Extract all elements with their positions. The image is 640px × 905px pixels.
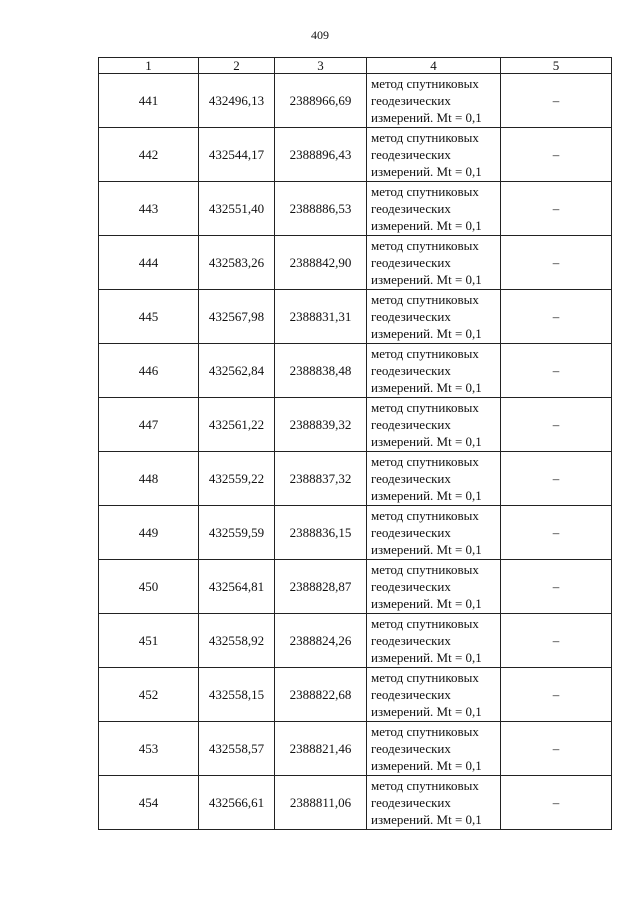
method-cell <box>367 614 501 668</box>
method-line: геодезических <box>371 525 451 540</box>
method-line: метод спутниковых <box>371 454 479 469</box>
note-cell <box>501 722 612 776</box>
header-col-4: 4 <box>367 58 501 74</box>
header-row <box>99 58 612 74</box>
method-line: измерений. Mt = 0,1 <box>371 488 482 503</box>
note-dash: – <box>552 92 560 108</box>
method-line: геодезических <box>371 633 451 648</box>
coordinate-x: 432551,40 <box>199 182 275 236</box>
table-row <box>99 614 612 668</box>
method-line: метод спутниковых <box>371 238 479 253</box>
method-line: измерений. Mt = 0,1 <box>371 164 482 179</box>
method-line: измерений. Mt = 0,1 <box>371 650 482 665</box>
table-row <box>99 560 612 614</box>
table-row <box>99 776 612 830</box>
note-cell <box>501 506 612 560</box>
method-line: измерений. Mt = 0,1 <box>371 758 482 773</box>
page-number: 409 <box>311 28 329 42</box>
coordinate-y: 2388836,15 <box>275 506 367 560</box>
note-dash: – <box>552 470 560 486</box>
table-header <box>99 58 612 74</box>
table-row <box>99 290 612 344</box>
point-number: 446 <box>99 344 199 398</box>
method-cell <box>367 722 501 776</box>
method-line: геодезических <box>371 741 451 756</box>
method-cell <box>367 182 501 236</box>
method-line: геодезических <box>371 255 451 270</box>
point-number: 452 <box>99 668 199 722</box>
note-cell <box>501 290 612 344</box>
coordinate-x: 432566,61 <box>199 776 275 830</box>
method-line: метод спутниковых <box>371 670 479 685</box>
note-dash: – <box>552 794 560 810</box>
note-cell <box>501 776 612 830</box>
table-row <box>99 182 612 236</box>
note-cell <box>501 182 612 236</box>
note-cell <box>501 74 612 128</box>
coordinate-x: 432561,22 <box>199 398 275 452</box>
header-col-2: 2 <box>199 58 275 74</box>
table-row <box>99 236 612 290</box>
method-line: геодезических <box>371 471 451 486</box>
method-line: измерений. Mt = 0,1 <box>371 326 482 341</box>
note-cell <box>501 344 612 398</box>
header-col-5: 5 <box>501 58 612 74</box>
method-line: метод спутниковых <box>371 184 479 199</box>
method-line: измерений. Mt = 0,1 <box>371 704 482 719</box>
method-line: геодезических <box>371 417 451 432</box>
coordinate-y: 2388842,90 <box>275 236 367 290</box>
coordinate-x: 432559,59 <box>199 506 275 560</box>
coordinate-y: 2388837,32 <box>275 452 367 506</box>
method-line: измерений. Mt = 0,1 <box>371 596 482 611</box>
note-dash: – <box>552 308 560 324</box>
note-dash: – <box>552 254 560 270</box>
method-line: геодезических <box>371 93 451 108</box>
method-line: измерений. Mt = 0,1 <box>371 380 482 395</box>
method-line: измерений. Mt = 0,1 <box>371 542 482 557</box>
method-line: геодезических <box>371 579 451 594</box>
method-cell <box>367 290 501 344</box>
coordinates-table <box>98 57 612 830</box>
coordinate-y: 2388824,26 <box>275 614 367 668</box>
method-cell <box>367 560 501 614</box>
note-cell <box>501 614 612 668</box>
point-number: 445 <box>99 290 199 344</box>
coordinate-x: 432559,22 <box>199 452 275 506</box>
method-line: измерений. Mt = 0,1 <box>371 272 482 287</box>
point-number: 441 <box>99 74 199 128</box>
method-line: измерений. Mt = 0,1 <box>371 434 482 449</box>
coordinate-y: 2388822,68 <box>275 668 367 722</box>
method-cell <box>367 452 501 506</box>
method-line: метод спутниковых <box>371 76 479 91</box>
method-line: геодезических <box>371 687 451 702</box>
coordinate-y: 2388811,06 <box>275 776 367 830</box>
method-line: измерений. Mt = 0,1 <box>371 218 482 233</box>
point-number: 451 <box>99 614 199 668</box>
method-line: метод спутниковых <box>371 292 479 307</box>
header-col-3: 3 <box>275 58 367 74</box>
method-line: геодезических <box>371 201 451 216</box>
note-dash: – <box>552 416 560 432</box>
method-line: метод спутниковых <box>371 778 479 793</box>
coordinate-x: 432567,98 <box>199 290 275 344</box>
coordinate-x: 432583,26 <box>199 236 275 290</box>
note-cell <box>501 236 612 290</box>
method-line: метод спутниковых <box>371 130 479 145</box>
coordinate-x: 432558,15 <box>199 668 275 722</box>
coordinate-y: 2388831,31 <box>275 290 367 344</box>
table-row <box>99 344 612 398</box>
point-number: 442 <box>99 128 199 182</box>
method-line: метод спутниковых <box>371 562 479 577</box>
coordinate-y: 2388839,32 <box>275 398 367 452</box>
note-cell <box>501 668 612 722</box>
point-number: 443 <box>99 182 199 236</box>
coordinate-x: 432544,17 <box>199 128 275 182</box>
method-line: метод спутниковых <box>371 724 479 739</box>
method-line: метод спутниковых <box>371 616 479 631</box>
method-line: геодезических <box>371 363 451 378</box>
method-cell <box>367 344 501 398</box>
method-cell <box>367 668 501 722</box>
note-dash: – <box>552 632 560 648</box>
note-dash: – <box>552 740 560 756</box>
coordinate-x: 432564,81 <box>199 560 275 614</box>
method-line: геодезических <box>371 309 451 324</box>
coordinate-y: 2388886,53 <box>275 182 367 236</box>
note-dash: – <box>552 578 560 594</box>
table-row <box>99 452 612 506</box>
point-number: 449 <box>99 506 199 560</box>
table-row <box>99 722 612 776</box>
method-cell <box>367 74 501 128</box>
point-number: 454 <box>99 776 199 830</box>
coordinate-x: 432558,57 <box>199 722 275 776</box>
method-cell <box>367 506 501 560</box>
table-body <box>99 74 612 830</box>
method-line: метод спутниковых <box>371 400 479 415</box>
method-line: геодезических <box>371 795 451 810</box>
method-cell <box>367 128 501 182</box>
note-cell <box>501 560 612 614</box>
point-number: 448 <box>99 452 199 506</box>
point-number: 444 <box>99 236 199 290</box>
method-line: геодезических <box>371 147 451 162</box>
coordinate-y: 2388896,43 <box>275 128 367 182</box>
method-line: измерений. Mt = 0,1 <box>371 110 482 125</box>
note-dash: – <box>552 200 560 216</box>
coordinate-y: 2388828,87 <box>275 560 367 614</box>
coordinate-y: 2388838,48 <box>275 344 367 398</box>
table-row <box>99 74 612 128</box>
note-dash: – <box>552 686 560 702</box>
table-row <box>99 128 612 182</box>
note-dash: – <box>552 362 560 378</box>
point-number: 450 <box>99 560 199 614</box>
table-row <box>99 668 612 722</box>
method-line: метод спутниковых <box>371 508 479 523</box>
method-line: измерений. Mt = 0,1 <box>371 812 482 827</box>
method-line: метод спутниковых <box>371 346 479 361</box>
coordinate-x: 432558,92 <box>199 614 275 668</box>
note-cell <box>501 128 612 182</box>
note-dash: – <box>552 146 560 162</box>
coordinate-x: 432562,84 <box>199 344 275 398</box>
note-dash: – <box>552 524 560 540</box>
note-cell <box>501 452 612 506</box>
point-number: 453 <box>99 722 199 776</box>
method-cell <box>367 776 501 830</box>
coordinate-x: 432496,13 <box>199 74 275 128</box>
header-col-1: 1 <box>99 58 199 74</box>
coordinate-y: 2388966,69 <box>275 74 367 128</box>
table-row <box>99 506 612 560</box>
method-cell <box>367 236 501 290</box>
table-row <box>99 398 612 452</box>
point-number: 447 <box>99 398 199 452</box>
note-cell <box>501 398 612 452</box>
coordinate-y: 2388821,46 <box>275 722 367 776</box>
method-cell <box>367 398 501 452</box>
